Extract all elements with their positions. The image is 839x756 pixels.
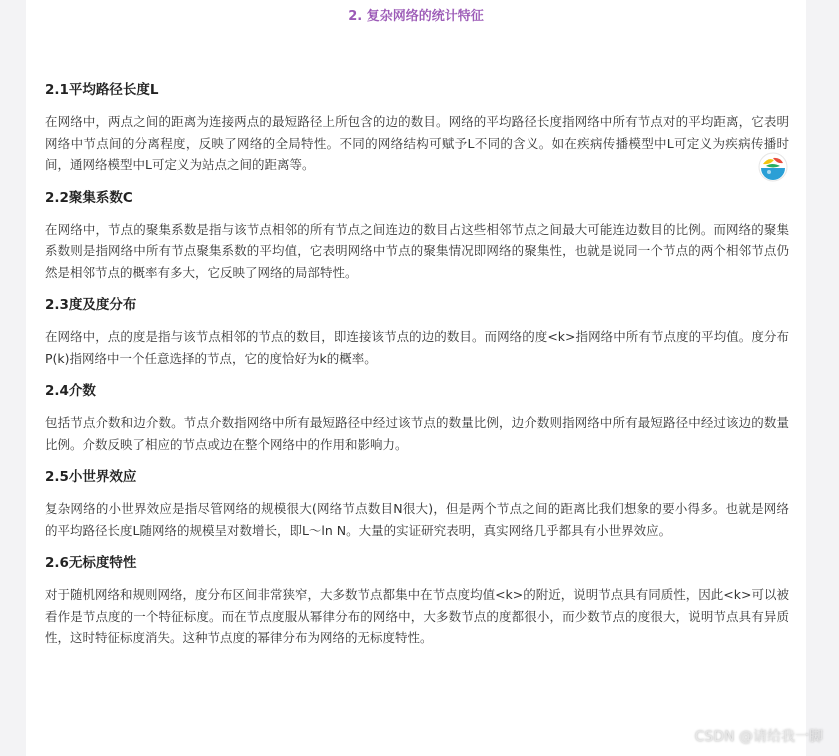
csdn-watermark: CSDN @请给我一脚 (694, 729, 823, 745)
section-paragraph: 在网络中，点的度是指与该节点相邻的节点的数目，即连接该节点的边的数目。而网络的度<k>指网络中所有节点度的平均值。度分布P(k)指网络中一个任意选择的节点，它的度恰好为k的概率。 (45, 329, 789, 366)
section-paragraph: 包括节点介数和边介数。节点介数指网络中所有最短路径中经过该节点的数量比例，边介数则指网络中所有最短路径中经过该边的数量比例。介数反映了相应的节点或边在整个网络中的作用和影响力。 (45, 415, 789, 452)
colorful-ball-icon[interactable] (758, 152, 788, 182)
section-paragraph: 复杂网络的小世界效应是指尽管网络的规模很大(网络节点数目N很大)，但是两个节点之间的距离比我们想象的要小得多。也就是网络的平均路径长度L随网络的规模呈对数增长，即L～ln N。大量的实证研究表明，真实网络几乎都具有小世界效应。 (45, 501, 789, 538)
section-heading: 2.4介数 (45, 383, 96, 399)
section-paragraph: 对于随机网络和规则网络，度分布区间非常狭窄，大多数节点都集中在节点度均值<k>的附近，说明节点具有同质性，因此<k>可以被看作是节点度的一个特征标度。而在节点度服从幂律分布的网络中，大多数节点的度都很小，而少数节点的度很大，说明节点具有异质性，这时特征标度消失。这种节点度的幂律分布为网络的无标度特性。 (45, 587, 789, 645)
section-scale-free (45, 553, 789, 649)
section-small-world (45, 467, 789, 541)
section-clustering-coefficient (45, 188, 789, 284)
section-degree-distribution (45, 295, 789, 369)
section-heading: 2.2聚集系数C (45, 189, 133, 206)
section-paragraph: 在网络中，两点之间的距离为连接两点的最短路径上所包含的边的数目。网络的平均路径长度指网络中所有节点对的平均距离，它表明网络中节点间的分离程度，反映了网络的全局特性。不同的网络结构可赋予L不同的含义。如在疾病传播模型中L可定义为疾病传播时间，通网络模型中L可定义为站点之间的距离等。 (45, 114, 789, 172)
section-heading: 2.3度及度分布 (45, 297, 137, 313)
document-title: 2. 复杂网络的统计特征 (348, 9, 484, 24)
section-heading: 2.5小世界效应 (45, 469, 137, 485)
section-paragraph: 在网络中，节点的聚集系数是指与该节点相邻的所有节点之间连边的数目占这些相邻节点之间最大可能连边数目的比例。而网络的聚集系数则是指网络中所有节点聚集系数的平均值，它表明网络中节点的聚集情况即网络的聚集性，也就是说同一个节点的两个相邻节点仍然是相邻节点的概率有多大，它反映了网络的局部特性。 (45, 221, 789, 280)
document-content (45, 80, 789, 661)
section-heading: 2.6无标度特性 (45, 555, 137, 571)
section-betweenness (45, 381, 789, 455)
section-average-path-length (45, 80, 789, 176)
section-heading: 2.1平均路径长度L (45, 82, 159, 98)
document-page (26, 0, 806, 756)
